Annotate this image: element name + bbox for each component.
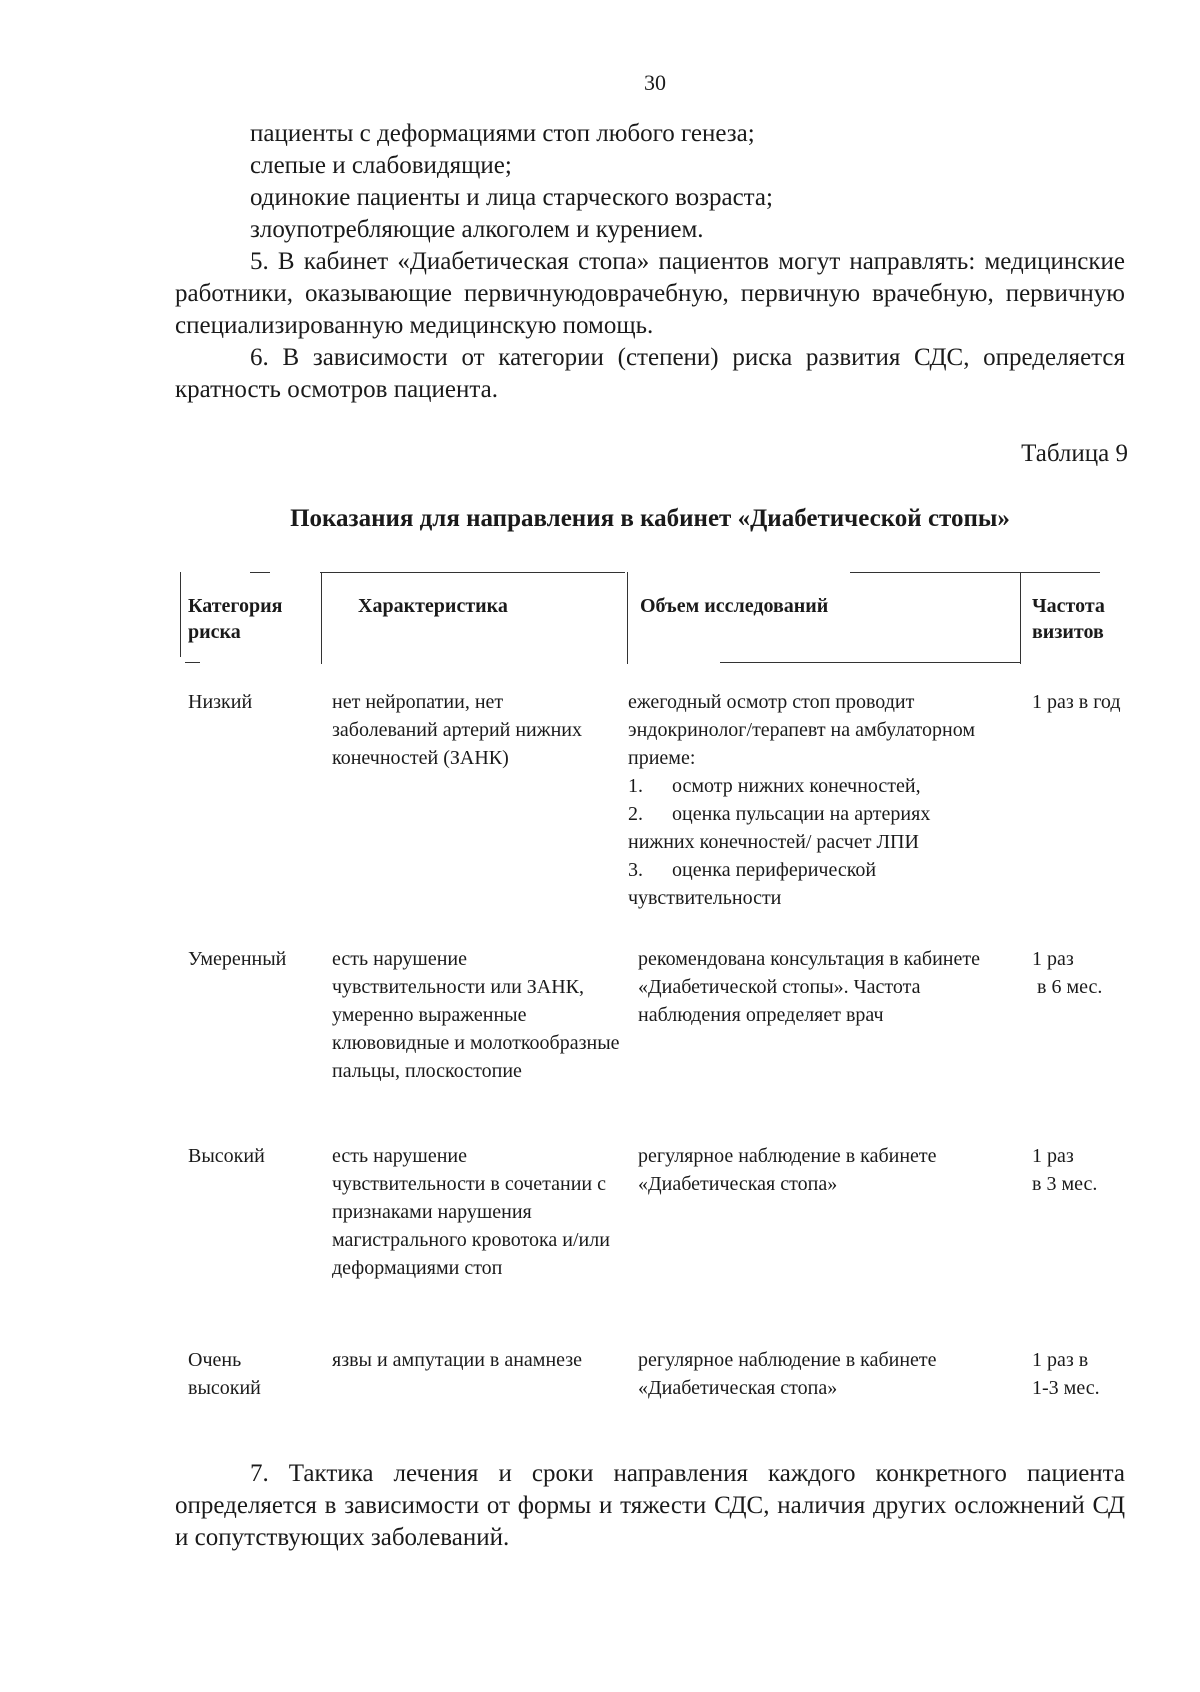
header-divider bbox=[321, 572, 322, 664]
frequency-line: 1 раз в bbox=[1032, 1349, 1089, 1371]
bullet-item: злоупотребляющие алкоголем и курением. bbox=[250, 216, 704, 243]
scope-list-item bbox=[628, 800, 1000, 856]
bullet-item: пациенты с деформациями стоп любого генеза; bbox=[250, 120, 755, 147]
row-frequency bbox=[1032, 945, 1137, 1001]
frequency-line: 1 раз bbox=[1032, 948, 1074, 970]
list-text: оценка пульсации на артериях нижних конечностей/ расчет ЛПИ bbox=[628, 803, 931, 853]
scope-list-item bbox=[628, 856, 1000, 912]
header-divider bbox=[1020, 572, 1021, 664]
page-number: 30 bbox=[644, 70, 666, 95]
table-title: Показания для направления в кабинет «Диабетической стопы» bbox=[290, 505, 1010, 532]
row-characteristic: язвы и ампутации в анамнезе bbox=[332, 1349, 583, 1371]
frequency-line: 1 раз bbox=[1032, 1145, 1074, 1167]
row-characteristic: есть нарушение чувствительности в сочетании с признаками нарушения магистрального кровотока и/или деформациями стоп bbox=[332, 1145, 610, 1279]
header-category: Категория риска bbox=[188, 595, 283, 643]
header-divider bbox=[180, 572, 181, 657]
bullet-item: одинокие пациенты и лица старческого возраста; bbox=[250, 184, 773, 211]
paragraph-item-6: 6. В зависимости от категории (степени) риска развития СДС, определяется кратность осмотров пациента. bbox=[175, 344, 1125, 403]
row-category: Высокий bbox=[188, 1145, 265, 1167]
header-divider bbox=[627, 572, 628, 664]
header-top-rule bbox=[320, 572, 625, 573]
row-characteristic: нет нейропатии, нет заболеваний артерий нижних конечностей (ЗАНК) bbox=[332, 691, 582, 769]
row-frequency: 1 раз в год bbox=[1032, 691, 1121, 713]
bullet-item: слепые и слабовидящие; bbox=[250, 152, 512, 179]
header-frequency: Частота визитов bbox=[1032, 595, 1105, 643]
header-top-rule bbox=[850, 572, 1100, 573]
row-category: Умеренный bbox=[188, 948, 287, 970]
category-line: Очень bbox=[188, 1349, 242, 1371]
frequency-line: в 3 мес. bbox=[1032, 1173, 1098, 1195]
row-frequency bbox=[1032, 1142, 1137, 1198]
header-top-rule bbox=[250, 572, 270, 573]
row-scope: регулярное наблюдение в кабинете «Диабетическая стопа» bbox=[638, 1145, 937, 1195]
header-bottom-rule bbox=[720, 662, 1020, 663]
intro-text bbox=[175, 118, 1125, 406]
paragraph-item-5: 5. В кабинет «Диабетическая стопа» пациентов могут направлять: медицинские работники, оказывающие первичнуюдоврачебную, первичную врачебную, первичную специализированную медицинскую помощь. bbox=[175, 248, 1125, 339]
header-bottom-rule bbox=[185, 662, 200, 663]
list-text: осмотр нижних конечностей, bbox=[672, 775, 921, 797]
row-characteristic: есть нарушение чувствительности или ЗАНК, умеренно выраженные клювовидные и молоткообразные пальцы, плоскостопие bbox=[332, 948, 620, 1082]
header-scope: Объем исследований bbox=[640, 595, 829, 617]
row-scope: регулярное наблюдение в кабинете «Диабетическая стопа» bbox=[638, 1349, 937, 1399]
scope-intro: ежегодный осмотр стоп проводит эндокринолог/терапевт на амбулаторном приеме: bbox=[628, 691, 976, 769]
row-frequency bbox=[1032, 1346, 1137, 1402]
paragraph-item-7: 7. Тактика лечения и сроки направления каждого конкретного пациента определяется в зависимости от формы и тяжести СДС, наличия других осложнений СД и сопутствующих заболеваний. bbox=[175, 1460, 1125, 1551]
row-category: Низкий bbox=[188, 691, 253, 713]
list-number: 1. bbox=[628, 775, 643, 797]
list-text: оценка периферической чувствительности bbox=[628, 859, 877, 909]
list-number: 3. bbox=[628, 859, 643, 881]
header-characteristic: Характеристика bbox=[358, 595, 508, 617]
frequency-line: 1-3 мес. bbox=[1032, 1377, 1100, 1399]
scope-list-item bbox=[628, 772, 1000, 800]
list-number: 2. bbox=[628, 803, 643, 825]
row-scope: рекомендована консультация в кабинете «Диабетической стопы». Частота наблюдения определяет врач bbox=[638, 948, 981, 1026]
table-label: Таблица 9 bbox=[1021, 440, 1128, 467]
row-scope bbox=[628, 688, 1000, 912]
frequency-line: в 6 мес. bbox=[1037, 976, 1103, 998]
row-category bbox=[188, 1346, 313, 1402]
category-line: высокий bbox=[188, 1377, 261, 1399]
